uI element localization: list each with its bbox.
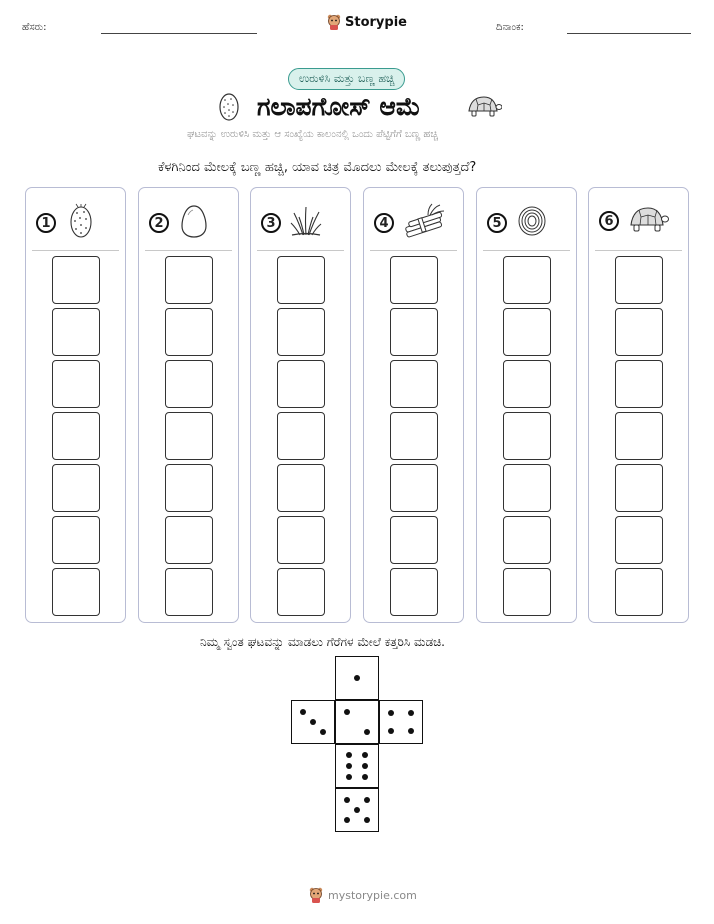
column-divider xyxy=(257,250,344,251)
sugarcane-icon xyxy=(402,203,446,243)
column-4 xyxy=(363,187,464,623)
date-label: ದಿನಾಂಕ: xyxy=(496,22,524,33)
pip xyxy=(362,774,368,780)
pip xyxy=(364,817,370,823)
pip xyxy=(344,797,350,803)
pip xyxy=(344,709,350,715)
color-box[interactable] xyxy=(503,412,551,460)
egg-icon xyxy=(177,203,211,243)
column-number: 1 xyxy=(36,213,56,233)
column-divider xyxy=(483,250,570,251)
color-box[interactable] xyxy=(503,568,551,616)
pip xyxy=(310,719,316,725)
die-face-5[interactable] xyxy=(335,788,379,832)
color-box[interactable] xyxy=(503,308,551,356)
pip xyxy=(362,752,368,758)
color-box[interactable] xyxy=(390,516,438,564)
color-box[interactable] xyxy=(390,308,438,356)
color-box[interactable] xyxy=(277,568,325,616)
activity-badge: ಉರುಳಿಸಿ ಮತ್ತು ಬಣ್ಣ ಹಚ್ಚಿ xyxy=(288,68,405,90)
pip xyxy=(364,729,370,735)
color-box[interactable] xyxy=(615,308,663,356)
color-box[interactable] xyxy=(165,464,213,512)
color-box[interactable] xyxy=(503,256,551,304)
die-face-6[interactable] xyxy=(335,744,379,788)
die-face-3[interactable] xyxy=(291,700,335,744)
question-text: ಕೆಳಗಿನಿಂದ ಮೇಲಕ್ಕೆ ಬಣ್ಣ ಹಚ್ಚಿ, ಯಾವ ಚಿತ್ರ ಮೊದಲು ಮೇಲಕ್ಕೆ ತಲುಪುತ್ತದೆ? xyxy=(158,160,477,175)
die-face-4[interactable] xyxy=(379,700,423,744)
column-number: 5 xyxy=(487,213,507,233)
color-box[interactable] xyxy=(277,412,325,460)
column-divider xyxy=(32,250,119,251)
pip xyxy=(388,728,394,734)
color-box[interactable] xyxy=(277,308,325,356)
color-box[interactable] xyxy=(615,256,663,304)
color-box[interactable] xyxy=(277,360,325,408)
pip xyxy=(354,807,360,813)
instruction-text: ನಿಮ್ಮ ಸ್ವಂತ ಘಟವನ್ನು ಮಾಡಲು ಗೆರೆಗಳ ಮೇಲೆ ಕತ್ತರಿಸಿ ಮಡಚಿ. xyxy=(200,635,445,649)
color-box[interactable] xyxy=(52,308,100,356)
color-box[interactable] xyxy=(503,464,551,512)
pip xyxy=(320,729,326,735)
shell-spiral-icon xyxy=(515,203,549,243)
color-box[interactable] xyxy=(52,464,100,512)
color-box[interactable] xyxy=(52,256,100,304)
pip xyxy=(300,709,306,715)
date-write-line[interactable] xyxy=(567,33,691,34)
brand-logo xyxy=(327,14,407,30)
cactus-icon xyxy=(64,203,98,243)
color-box[interactable] xyxy=(52,516,100,564)
color-box[interactable] xyxy=(615,412,663,460)
column-1 xyxy=(25,187,126,623)
die-face-2[interactable] xyxy=(335,700,379,744)
storypie-mascot-icon xyxy=(309,887,323,903)
color-box[interactable] xyxy=(277,464,325,512)
pip xyxy=(388,710,394,716)
color-box[interactable] xyxy=(503,360,551,408)
column-5 xyxy=(476,187,577,623)
pip xyxy=(346,763,352,769)
pip xyxy=(354,675,360,681)
column-2 xyxy=(138,187,239,623)
name-write-line[interactable] xyxy=(101,33,257,34)
color-box[interactable] xyxy=(503,516,551,564)
color-box[interactable] xyxy=(615,516,663,564)
pip xyxy=(364,797,370,803)
color-box[interactable] xyxy=(390,360,438,408)
color-box[interactable] xyxy=(165,412,213,460)
die-net xyxy=(290,656,424,836)
column-divider xyxy=(370,250,457,251)
color-box[interactable] xyxy=(277,516,325,564)
die-face-1[interactable] xyxy=(335,656,379,700)
name-label: ಹೆಸರು: xyxy=(22,22,47,33)
color-box[interactable] xyxy=(615,568,663,616)
column-divider xyxy=(595,250,682,251)
color-box[interactable] xyxy=(615,360,663,408)
color-box[interactable] xyxy=(52,568,100,616)
color-box[interactable] xyxy=(52,360,100,408)
color-box[interactable] xyxy=(165,256,213,304)
pip xyxy=(344,817,350,823)
column-divider xyxy=(145,250,232,251)
subtitle: ಘಟವನ್ನು ಉರುಳಿಸಿ ಮತ್ತು ಆ ಸಂಖ್ಯೆಯ ಕಾಲಂನಲ್ಲಿ ಒಂದು ಪೆಟ್ಟಿಗೆಗೆ ಬಣ್ಣ ಹಚ್ಚಿ xyxy=(187,129,439,140)
color-box[interactable] xyxy=(390,412,438,460)
pip xyxy=(346,752,352,758)
pip xyxy=(408,710,414,716)
storypie-mascot-icon xyxy=(327,14,341,30)
color-box[interactable] xyxy=(390,464,438,512)
color-box[interactable] xyxy=(390,568,438,616)
color-box[interactable] xyxy=(52,412,100,460)
footer-url[interactable]: mystorypie.com xyxy=(328,888,417,902)
pip xyxy=(362,763,368,769)
color-box[interactable] xyxy=(165,360,213,408)
grass-icon xyxy=(289,203,323,243)
page-title: ಗಲಾಪಗೋಸ್ ಆಮೆ xyxy=(257,92,421,121)
pip xyxy=(346,774,352,780)
color-box[interactable] xyxy=(277,256,325,304)
column-6 xyxy=(588,187,689,623)
tortoise-icon xyxy=(627,203,669,239)
color-box[interactable] xyxy=(165,568,213,616)
title-tortoise-icon xyxy=(464,94,502,122)
color-box[interactable] xyxy=(390,256,438,304)
column-number: 6 xyxy=(599,211,619,231)
column-number: 4 xyxy=(374,213,394,233)
color-box[interactable] xyxy=(615,464,663,512)
brand-name: Storypie xyxy=(345,14,407,30)
footer xyxy=(309,887,417,903)
title-cactus-icon xyxy=(216,92,242,126)
pip xyxy=(408,728,414,734)
column-number: 2 xyxy=(149,213,169,233)
color-box[interactable] xyxy=(165,308,213,356)
color-box[interactable] xyxy=(165,516,213,564)
column-number: 3 xyxy=(261,213,281,233)
column-3 xyxy=(250,187,351,623)
